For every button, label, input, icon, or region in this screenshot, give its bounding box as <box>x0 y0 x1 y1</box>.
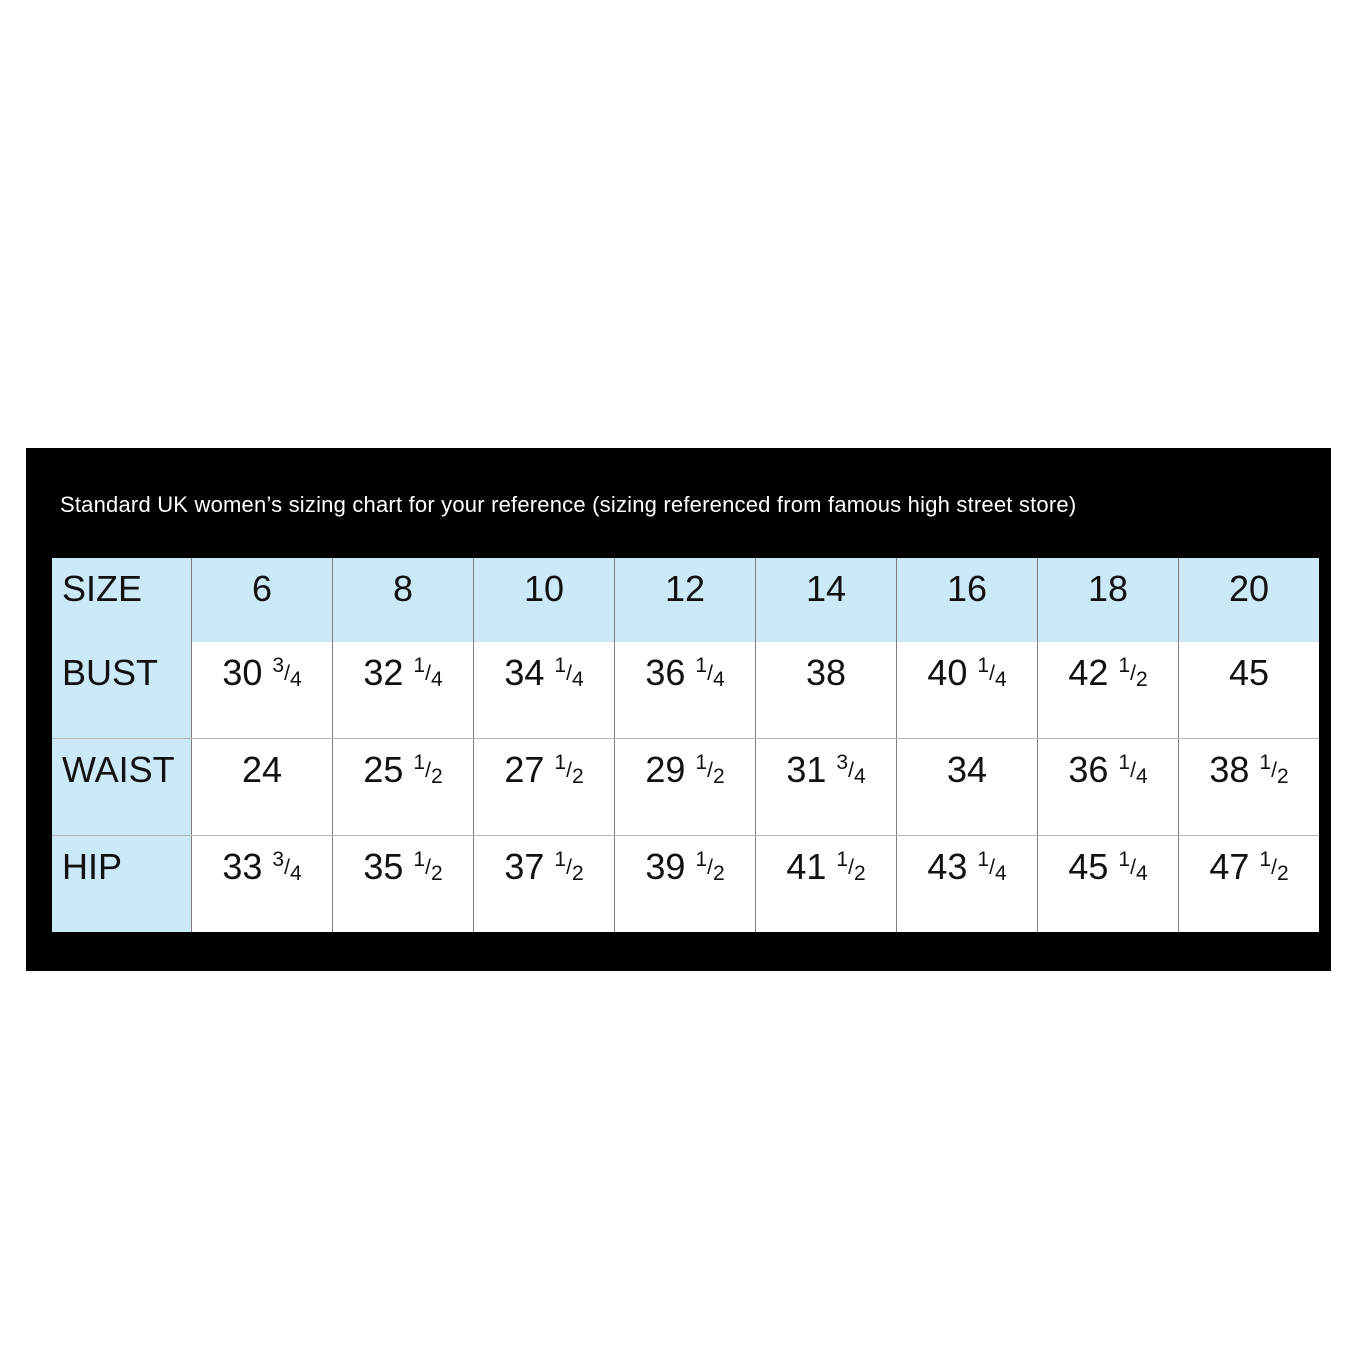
column-header-size-16: 16 <box>897 558 1038 642</box>
column-header-size-14: 14 <box>756 558 897 642</box>
sizing-table-body <box>52 642 1319 932</box>
measurement-cell: 41 $^1$/2 <box>756 836 897 933</box>
table-row-bust <box>52 642 1319 739</box>
measurement-cell: 32 $^1$/4 <box>333 642 474 739</box>
measurement-cell: 38 <box>756 642 897 739</box>
measurement-cell: 45 $^1$/4 <box>1038 836 1179 933</box>
column-header-size-20: 20 <box>1179 558 1320 642</box>
size-chart-title: Standard UK women’s sizing chart for your reference (sizing referenced from famous high street store) <box>60 492 1077 517</box>
measurement-cell: 25 $^1$/2 <box>333 739 474 836</box>
row-label-bust: BUST <box>52 642 192 739</box>
measurement-cell: 34 $^1$/4 <box>474 642 615 739</box>
measurement-cell: 30 $^3$/4 <box>192 642 333 739</box>
column-header-size-12: 12 <box>615 558 756 642</box>
measurement-cell: 36 $^1$/4 <box>615 642 756 739</box>
header-row <box>52 558 1319 642</box>
measurement-cell: 27 $^1$/2 <box>474 739 615 836</box>
measurement-cell: 37 $^1$/2 <box>474 836 615 933</box>
table-row-waist <box>52 739 1319 836</box>
column-header-size-6: 6 <box>192 558 333 642</box>
table-row-hip <box>52 836 1319 933</box>
column-header-size-10: 10 <box>474 558 615 642</box>
measurement-cell: 40 $^1$/4 <box>897 642 1038 739</box>
measurement-cell: 29 $^1$/2 <box>615 739 756 836</box>
measurement-cell: 35 $^1$/2 <box>333 836 474 933</box>
measurement-cell: 43 $^1$/4 <box>897 836 1038 933</box>
size-chart-panel <box>26 448 1331 971</box>
measurement-cell: 36 $^1$/4 <box>1038 739 1179 836</box>
measurement-cell: 47 $^1$/2 <box>1179 836 1320 933</box>
column-header-size-8: 8 <box>333 558 474 642</box>
measurement-cell: 24 <box>192 739 333 836</box>
measurement-cell: 42 $^1$/2 <box>1038 642 1179 739</box>
row-label-hip: HIP <box>52 836 192 933</box>
sizing-table <box>52 558 1319 932</box>
corner-header-size: SIZE <box>52 558 192 642</box>
column-header-size-18: 18 <box>1038 558 1179 642</box>
measurement-cell: 31 $^3$/4 <box>756 739 897 836</box>
measurement-cell: 38 $^1$/2 <box>1179 739 1320 836</box>
sizing-table-header <box>52 558 1319 642</box>
row-label-waist: WAIST <box>52 739 192 836</box>
measurement-cell: 45 <box>1179 642 1320 739</box>
measurement-cell: 33 $^3$/4 <box>192 836 333 933</box>
measurement-cell: 34 <box>897 739 1038 836</box>
measurement-cell: 39 $^1$/2 <box>615 836 756 933</box>
